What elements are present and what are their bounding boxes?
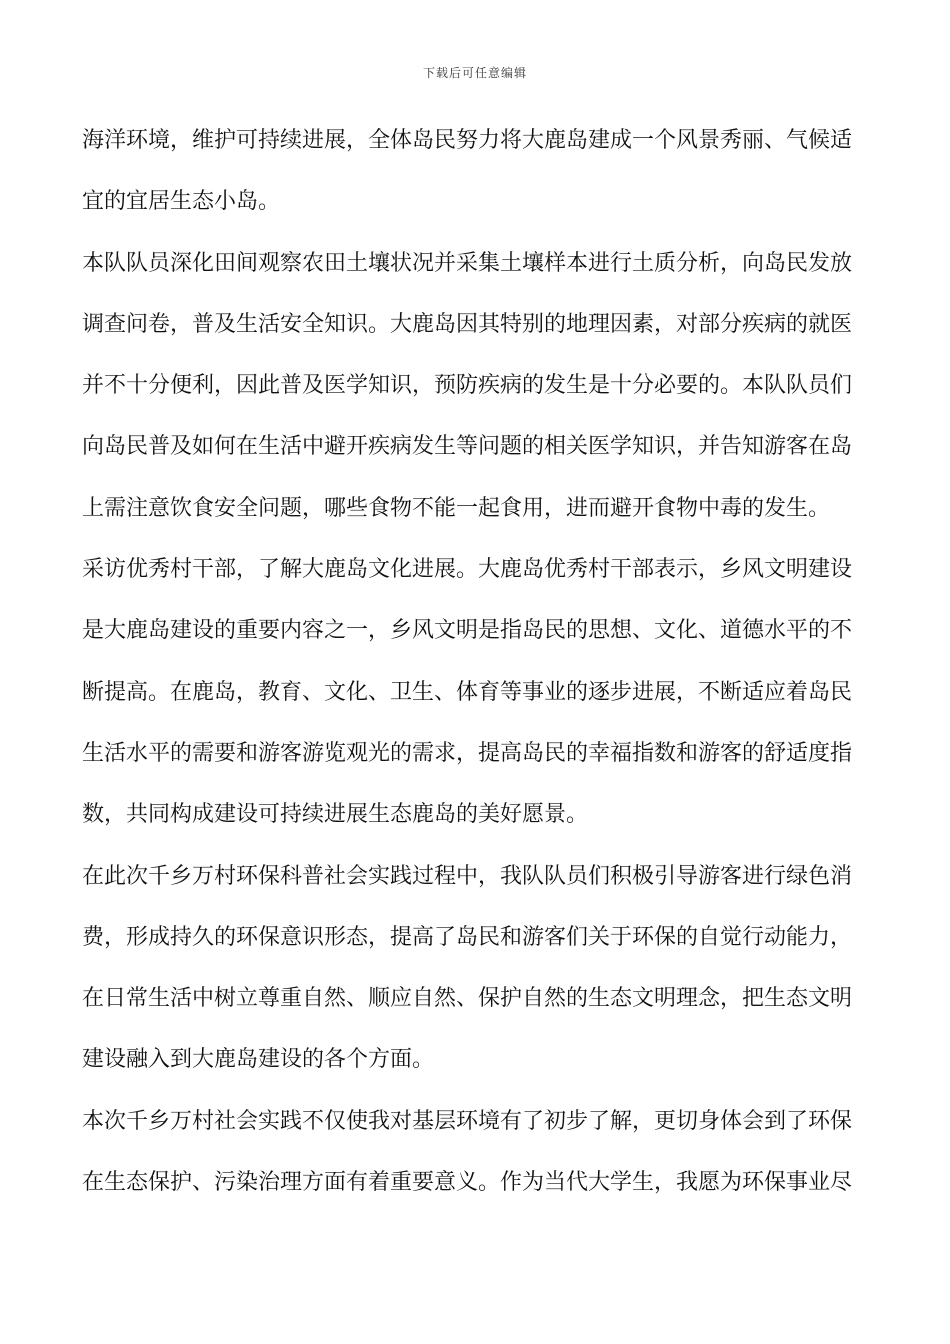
text-line: 在日常生活中树立尊重自然、顺应自然、保护自然的生态文明理念，把生态文明 — [82, 986, 853, 1012]
document-body — [82, 110, 870, 1213]
text-line: 建设融入到大鹿岛建设的各个方面。 — [82, 1047, 435, 1073]
text-line: 生活水平的需要和游客游览观光的需求，提高岛民的幸福指数和游客的舒适度指 — [82, 740, 853, 766]
text-line: 在生态保护、污染治理方面有着重要意义。作为当代大学生，我愿为环保事业尽 — [82, 1170, 853, 1196]
text-line: 调查问卷，普及生活安全知识。大鹿岛因其特别的地理因素，对部分疾病的就医 — [82, 311, 853, 337]
text-line: 本次千乡万村社会实践不仅使我对基层环境有了初步了解，更切身体会到了环保 — [82, 1108, 853, 1134]
text-line: 费，形成持久的环保意识形态，提高了岛民和游客们关于环保的自觉行动能力， — [82, 924, 853, 950]
page-header: 下载后可任意编辑 — [422, 66, 527, 80]
text-line: 在此次千乡万村环保科普社会实践过程中，我队队员们积极引导游客进行绿色消 — [82, 863, 853, 889]
text-line: 是大鹿岛建设的重要内容之一，乡风文明是指岛民的思想、文化、道德水平的不 — [82, 618, 853, 644]
text-line: 并不十分便利，因此普及医学知识，预防疾病的发生是十分必要的。本队队员们 — [82, 373, 853, 399]
text-line: 本队队员深化田间观察农田土壤状况并采集土壤样本进行土质分析，向岛民发放 — [82, 250, 853, 276]
text-line: 宜的宜居生态小岛。 — [82, 189, 281, 215]
text-line: 上需注意饮食安全问题，哪些食物不能一起食用，进而避开食物中毒的发生。 — [82, 495, 831, 521]
text-line: 海洋环境，维护可持续进展，全体岛民努力将大鹿岛建成一个风景秀丽、气候适 — [82, 128, 853, 153]
text-line: 断提高。在鹿岛，教育、文化、卫生、体育等事业的逐步进展，不断适应着岛民 — [82, 679, 853, 705]
text-line: 向岛民普及如何在生活中避开疾病发生等问题的相关医学知识，并告知游客在岛 — [82, 434, 853, 460]
text-line: 数，共同构成建设可持续进展生态鹿岛的美好愿景。 — [82, 802, 589, 828]
text-line: 采访优秀村干部，了解大鹿岛文化进展。大鹿岛优秀村干部表示，乡风文明建设 — [82, 557, 853, 583]
